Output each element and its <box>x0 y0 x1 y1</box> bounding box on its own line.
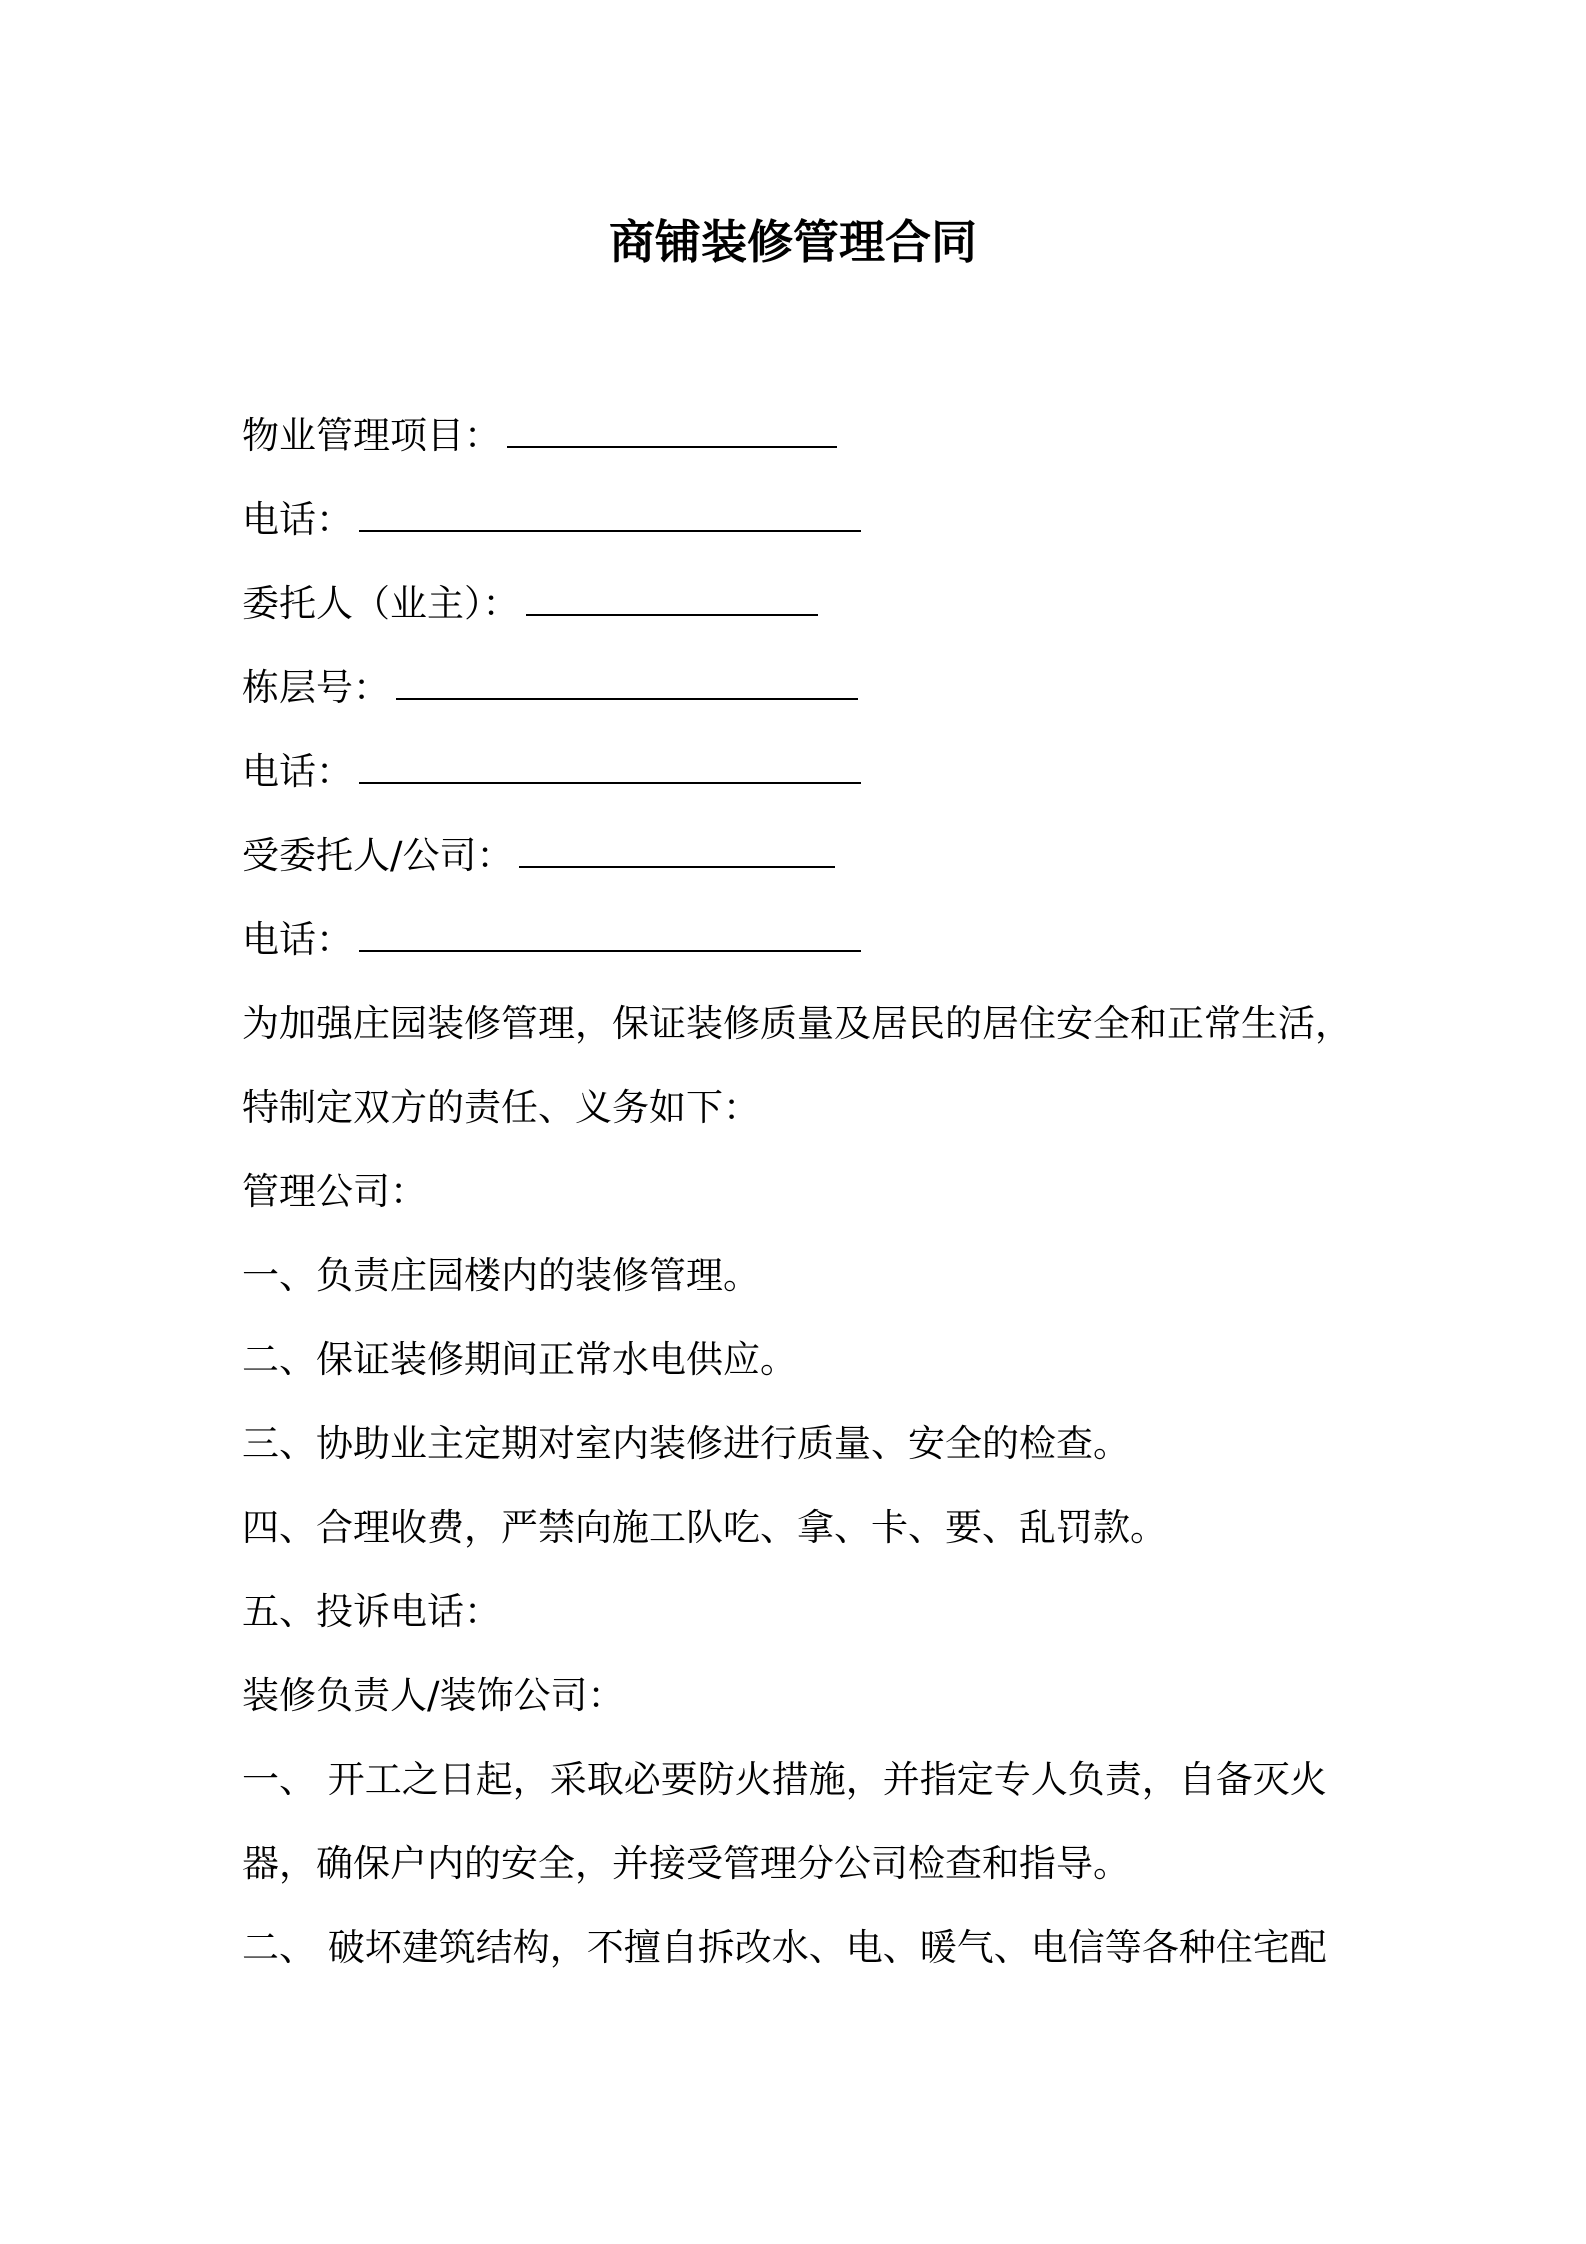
field-label: 电话： <box>242 918 353 961</box>
field-blank <box>507 416 837 448</box>
field-blank <box>396 668 858 700</box>
field-phone-3 <box>242 910 861 970</box>
management-item-4: 四、合理收费，严禁向施工队吃、拿、卡、要、乱罚款。 <box>242 1506 1167 1549</box>
field-phone-2 <box>242 742 861 802</box>
management-item-5: 五、投诉电话： <box>242 1590 501 1633</box>
management-item-3: 三、协助业主定期对室内装修进行质量、安全的检查。 <box>242 1422 1130 1465</box>
field-label: 物业管理项目： <box>242 414 501 457</box>
intro-line-2: 特制定双方的责任、义务如下： <box>242 1086 760 1129</box>
field-label: 电话： <box>242 750 353 793</box>
contractor-item-2-line-1: 二、 破坏建筑结构，不擅自拆改水、电、暖气、电信等各种住宅配 <box>242 1926 1327 1969</box>
field-label: 栋层号： <box>242 666 390 709</box>
contractor-heading: 装修负责人/装饰公司： <box>242 1674 625 1717</box>
field-blank <box>519 836 835 868</box>
contractor-item-1-line-2: 器，确保户内的安全，并接受管理分公司检查和指导。 <box>242 1842 1130 1885</box>
field-blank <box>359 920 861 952</box>
field-contractor-company <box>242 826 835 886</box>
management-item-1: 一、负责庄园楼内的装修管理。 <box>242 1254 760 1297</box>
field-label: 受委托人/公司： <box>242 834 514 877</box>
field-blank <box>359 500 861 532</box>
field-blank <box>526 584 818 616</box>
management-item-2: 二、保证装修期间正常水电供应。 <box>242 1338 797 1381</box>
field-label: 委托人（业主）： <box>242 582 520 625</box>
intro-line-1: 为加强庄园装修管理，保证装修质量及居民的居住安全和正常生活， <box>242 1002 1352 1045</box>
field-client-owner <box>242 574 818 634</box>
contractor-item-1-line-1: 一、 开工之日起，采取必要防火措施，并指定专人负责，自备灭火 <box>242 1758 1327 1801</box>
field-blank <box>359 752 861 784</box>
document-title: 商铺装修管理合同 <box>609 215 977 269</box>
field-building-floor <box>242 658 858 718</box>
field-phone-1 <box>242 490 861 550</box>
management-heading: 管理公司： <box>242 1170 427 1213</box>
field-label: 电话： <box>242 498 353 541</box>
field-property-project <box>242 406 837 466</box>
